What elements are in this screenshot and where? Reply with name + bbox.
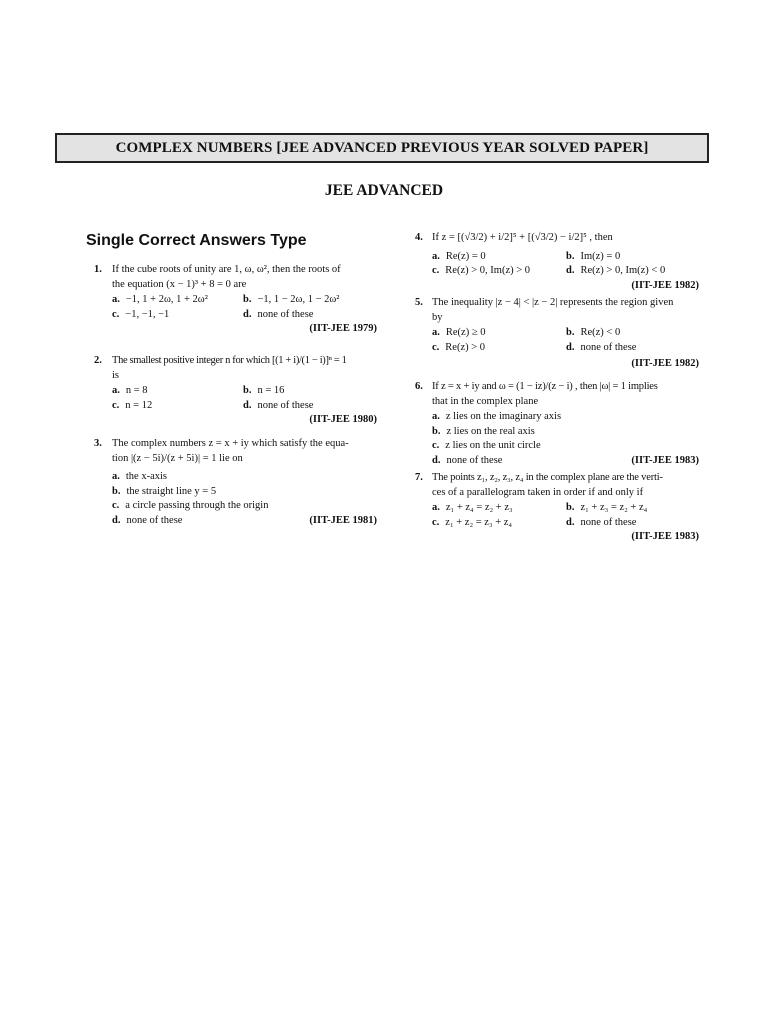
option-c: c. z₁ + z₂ = z₃ + z₄ — [432, 516, 513, 528]
question-5 — [415, 296, 699, 372]
question-text-line: The points z₁, z₂, z₃, z₄ in the complex plane are the verti- — [432, 472, 663, 483]
question-7 — [415, 471, 699, 545]
question-text-line: If the cube roots of unity are 1, ω, ω², then the roots of — [112, 264, 341, 275]
question-source: (IIT-JEE 1981) — [309, 514, 377, 526]
question-text-line: ces of a parallelogram taken in order if and only if — [432, 486, 644, 498]
option-b: b. the straight line y = 5 — [112, 485, 217, 497]
option-d: d. none of these — [432, 454, 503, 466]
question-2 — [94, 354, 377, 428]
option-a: a. z₁ + z₄ = z₂ + z₃ — [432, 502, 513, 514]
option-a: a. the x-axis — [112, 471, 167, 483]
question-text-line: that in the complex plane — [432, 395, 539, 407]
question-number: 7. — [415, 472, 423, 483]
option-d: d. none of these — [243, 308, 314, 320]
question-6 — [415, 380, 699, 469]
option-b: b. −1, 1 − 2ω, 1 − 2ω² — [243, 294, 340, 306]
question-type-heading: Single Correct Answers Type — [86, 232, 307, 249]
question-number: 3. — [94, 438, 102, 449]
option-d: d. none of these — [566, 341, 637, 353]
option-c: c. Re(z) > 0 — [432, 341, 486, 353]
page-header-box — [55, 133, 709, 163]
question-1 — [94, 263, 377, 337]
question-source: (IIT-JEE 1980) — [309, 414, 377, 426]
option-a: a. −1, 1 + 2ω, 1 + 2ω² — [112, 294, 208, 306]
option-a: a. Re(z) = 0 — [432, 250, 486, 262]
question-text-line: The smallest positive integer n for which [(1 + i)/(1 − i)]ⁿ = 1 — [112, 355, 347, 366]
option-d: d. none of these — [566, 516, 637, 528]
question-text-line: is — [112, 369, 120, 381]
option-b: b. z₁ + z₃ = z₂ + z₄ — [566, 502, 648, 514]
option-c: c. z lies on the unit circle — [432, 440, 541, 452]
question-source: (IIT-JEE 1983) — [631, 454, 699, 466]
question-text-line: The inequality |z − 4| < |z − 2| represents the region given — [432, 297, 674, 308]
question-text-line: The complex numbers z = x + iy which satisfy the equa- — [112, 438, 349, 449]
question-number: 4. — [415, 232, 423, 243]
option-a: a. Re(z) ≥ 0 — [432, 327, 486, 339]
option-d: d. none of these — [112, 514, 183, 526]
option-b: b. n = 16 — [243, 385, 285, 397]
section-heading: JEE ADVANCED — [324, 182, 444, 199]
page-title: COMPLEX NUMBERS [JEE ADVANCED PREVIOUS YEAR SOLVED PAPER] — [115, 139, 649, 156]
question-text-line: the equation (x − 1)³ + 8 = 0 are — [112, 278, 247, 290]
option-a: a. n = 8 — [112, 385, 148, 397]
option-c: c. a circle passing through the origin — [112, 500, 269, 512]
question-4 — [415, 231, 699, 293]
question-text-line: by — [432, 311, 443, 323]
question-source: (IIT-JEE 1979) — [309, 323, 377, 335]
option-b: b. z lies on the real axis — [432, 425, 535, 437]
option-d: d. none of these — [243, 399, 314, 411]
question-number: 2. — [94, 355, 102, 366]
question-source: (IIT-JEE 1982) — [631, 279, 699, 291]
question-number: 1. — [94, 264, 102, 275]
question-number: 6. — [415, 381, 423, 392]
option-c: c. Re(z) > 0, Im(z) > 0 — [432, 265, 531, 277]
option-c: c. n = 12 — [112, 399, 153, 411]
option-d: d. Re(z) > 0, Im(z) < 0 — [566, 265, 666, 277]
question-text-line: If z = [(√3/2) + i/2]⁵ + [(√3/2) − i/2]⁵ , then — [432, 232, 613, 243]
option-a: a. z lies on the imaginary axis — [432, 411, 562, 423]
question-3 — [94, 437, 377, 529]
question-number: 5. — [415, 297, 423, 308]
question-source: (IIT-JEE 1982) — [631, 358, 699, 370]
question-text-line: If z = x + iy and ω = (1 − iz)/(z − i) , then |ω| = 1 implies — [432, 381, 658, 392]
option-c: c. −1, −1, −1 — [112, 308, 170, 320]
question-source: (IIT-JEE 1983) — [631, 531, 699, 543]
question-text-line: tion |(z − 5i)/(z + 5i)| = 1 lie on — [112, 452, 243, 464]
option-b: b. Re(z) < 0 — [566, 327, 621, 339]
option-b: b. Im(z) = 0 — [566, 250, 621, 262]
